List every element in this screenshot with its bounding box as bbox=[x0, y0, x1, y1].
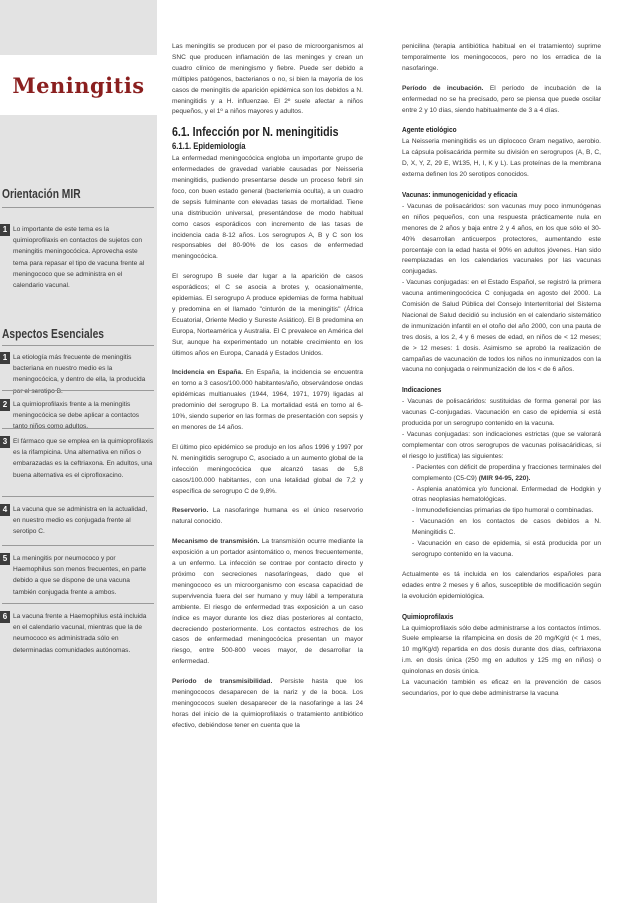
intro-paragraph: Las meningitis se producen por el paso de microorganismos al SNC que producen inflamación de las meninges y crean un cuadro clínico de meningismo y fiebre. Puede ser debido a múltiples patógenos, bacterianos o no, si bien la mayoría de los casos de meningitis de aparición epidémica son los debidos a N. meningitidis y a H. influenzae. El 2º suele afectar a niños pequeños, y el 1º a niños mayores y adultos. bbox=[172, 43, 363, 116]
pico-paragraph: El último pico epidémico se produjo en los años 1996 y 1997 por N. meningitidis serogrupo C, asociado a un aumento global de la infección meningocócica que alcanzó tasas de 5,8 casos/100.000 habitantes, con una letalidad global de 7,2 y específica de serogrupo C de 9,8%. bbox=[172, 443, 363, 495]
item-number: 3 bbox=[0, 436, 10, 448]
incubacion-label: Período de incubación. bbox=[402, 84, 484, 92]
penicilina-paragraph: penicilina (terapia antibiótica habitual en el tratamiento) suprime temporalmente los meningococos, pero no los erradica de la nasofaringe. bbox=[402, 43, 601, 72]
item-number: 1 bbox=[0, 352, 10, 364]
section-title: 6.1. Infección por N. meningitidis bbox=[172, 125, 339, 140]
calendario-paragraph: Actualmente es tá incluida en los calendarios españoles para edades entre 2 meses y 6 años, susceptible de modificación según la evolución epidemiológica. bbox=[402, 570, 601, 600]
reservorio-text: La nasofaringe humana es el único reservorio natural conocido. bbox=[172, 507, 363, 526]
item-number: 1 bbox=[0, 224, 10, 236]
reservorio-paragraph bbox=[172, 506, 363, 528]
item-text: La vacuna frente a Haemophilus está incluida en el calendario vacunal, mientras que la de neumococo es administrada sólo en determinadas comunidades autónomas. bbox=[13, 613, 147, 654]
incubacion-text: El período de incubación de la enfermedad no se ha precisado, pero se piensa que puede oscilar entre 2 y 10 días, siendo habitualmente de 3 a 4 días. bbox=[402, 84, 601, 114]
agente-paragraph: La Neisseria meningitidis es un diplococo Gram negativo, aerobio. La cápsula polisacárida permite su división en serogrupos (A, B, C, D, X, Y, Z, 29 E, W135, H, I, K y L). Las proteínas de la membrana externa definen los 20 serotipos conocidos. bbox=[402, 138, 601, 179]
indicacion-item: - Asplenia anatómica y/o funcional. Enfermedad de Hodgkin y otras neoplasias hematológicas. bbox=[412, 485, 601, 504]
aspecto-rule bbox=[2, 496, 154, 497]
epidemiologia-paragraph-1: La enfermedad meningocócica engloba un importante grupo de enfermedades de gravedad variable causadas por Neisseria meningitidis, pudiendo presentarse desde un proceso febril sin foco, con buen estado general (bacteriemia oculta), a un cuadro de sepsis fulminante con elevadas tasas de mortalidad. Tiene una distribución universal, presentándose de modo habitual como casos esporádicos con incremento de las tasas de incidencia cada 8-12 años. Los serogrupos A, B y C son los responsables del 80-90% de los casos de enfermedad meningocócica. bbox=[172, 155, 363, 261]
chapter-title: Meningitis bbox=[12, 73, 145, 98]
aspectos-heading: Aspectos Esenciales bbox=[2, 327, 104, 341]
aspectos-rule bbox=[2, 345, 154, 346]
item-text: La quimioprofilaxis frente a la meningitis meningocócica se debe aplicar a contactos tanto niños como adultos. bbox=[13, 401, 140, 431]
vacunas-polisacaridos: - Vacunas de polisacáridos: son vacunas muy poco inmunógenas en niños pequeños, con una respuesta prácticamente nula en menores de 2 años y baja entre 2 y 4 años, en los que sólo el 30-40% desarrollan anticuerpos protectores, aumentando este porcentaje con la edad hasta el 90% en adultos jóvenes. Han sido reemplazadas en los calendarios vacunales por las vacunas conjugadas. bbox=[402, 202, 601, 276]
item-text: Lo importante de este tema es la quimioprofilaxis en contactos de sujetos con meningitis meningocócica. Aprovecha este tema para repasar el tipo de vacuna frente al meningococo que se administra en el calendario vacunal. bbox=[13, 226, 145, 290]
incidencia-text: En España, la incidencia se encuentra en torno a 3 casos/100.000 habitantes/año, observándose ondas epidémicas multianuales (1944, 1964, 1971, 1979) ligadas al predominio del serogrupo B. La mortalidad está en torno al 6-10%, siendo superior en las formas de presentación con sepsis y en menores de 14 años. bbox=[172, 369, 363, 431]
incidencia-label: Incidencia en España. bbox=[172, 369, 243, 377]
indicacion-item: - Vacunación en caso de epidemia, si está producida por un serogrupo contenido en la vacuna. bbox=[412, 540, 601, 558]
incubacion-paragraph bbox=[402, 84, 601, 117]
incidencia-paragraph bbox=[172, 368, 363, 433]
indicaciones-conjugadas: - Vacunas conjugadas: son indicaciones estrictas (que se valorará complementar con otros serogrupos de vacunas polisacáridicas, si el riesgo lo justifica) las siguientes: bbox=[402, 431, 601, 460]
transmisibilidad-paragraph bbox=[172, 677, 363, 732]
column-right bbox=[402, 42, 601, 700]
indicaciones-polisacaridos: - Vacunas de polisacáridos: sustituidas de forma general por las vacunas C-conjugadas. Vacunación en caso de epidemia si está producida por un serogrupo contenido en la vacuna. bbox=[402, 398, 601, 428]
item-number: 6 bbox=[0, 611, 10, 623]
orientacion-heading: Orientación MIR bbox=[2, 187, 81, 201]
aspecto-rule bbox=[2, 390, 154, 391]
aspecto-rule bbox=[2, 545, 154, 546]
item-number: 4 bbox=[0, 504, 10, 516]
item-number: 2 bbox=[0, 399, 10, 411]
item-number: 5 bbox=[0, 553, 10, 565]
indicacion-text: - Pacientes con déficit de properdina y fracciones terminales del complemento (C5-C9) bbox=[412, 463, 601, 482]
aspecto-rule bbox=[2, 603, 154, 604]
item-text: La etiología más frecuente de meningitis bacteriana en nuestro medio es la meningocócica, y dentro de ella, la producida por el serotipo B. bbox=[13, 354, 146, 395]
vacunacion-paragraph: La vacunación también es eficaz en la prevención de casos secundarios, por lo que debe administrarse la vacuna bbox=[402, 679, 601, 697]
transmision-paragraph bbox=[172, 537, 363, 668]
subsection-title: 6.1.1. Epidemiología bbox=[172, 141, 246, 152]
orientacion-rule bbox=[2, 207, 154, 208]
epidemiologia-paragraph-2: El serogrupo B suele dar lugar a la aparición de casos esporádicos; el C se asocia a brotes y, ocasionalmente, epidemias. El serogrupo A produce epidemias de forma habitual y predomina en el llamado "cinturón de la meningitis" (África Ecuatorial, Oriente Medio y Sureste Asiático). El B predomina en Europa, Norteamérica y Australia. El C prevalece en América del Sur, aunque ha experimentado un notable crecimiento en los últimos años en Europa, Canadá y Estados Unidos. bbox=[172, 273, 363, 357]
aspecto-rule bbox=[2, 428, 154, 429]
transmisibilidad-label: Período de transmisibilidad. bbox=[172, 678, 273, 686]
vacunas-conjugadas: - Vacunas conjugadas: en el Estado Español, se registró la primera vacuna antimeningocócica C conjugada en agosto del 2000. La Comisión de Salud Pública del Consejo Interterritorial del Sistema Nacional de Salud decidió su inclusión en el calendario sistemático de inmunización infantil en el otoño del año 2000, con una pauta de tres dosis, a los 2, 4 y 6 meses de edad, en niños de < 12 meses; de > 12 meses: 1 dosis. Asimismo se aprobó la realización de campañas de vacunación de todos los niños no inmunizados con la vacuna no conjugada o reinmunización de los < de 6 años. bbox=[402, 279, 601, 374]
indicaciones-heading: Indicaciones bbox=[402, 385, 442, 395]
vacunas-heading: Vacunas: inmunogenicidad y eficacia bbox=[402, 189, 518, 199]
item-text: La vacuna que se administra en la actualidad, en nuestro medio es conjugada frente al serotipo C. bbox=[13, 506, 148, 536]
quimioprofilaxis-heading: Quimioprofilaxis bbox=[402, 611, 454, 621]
transmision-label: Mecanismo de transmisión. bbox=[172, 538, 260, 546]
mir-reference: (MIR 94-95, 220). bbox=[478, 474, 531, 482]
item-text: El fármaco que se emplea en la quimioprofilaxis es la rifampicina. Una alternativa en niños o embarazadas es la ceftriaxona. En adultos, una buena alternativa es el ciprofloxacino. bbox=[13, 438, 154, 479]
indicacion-item bbox=[402, 463, 601, 485]
indicacion-item: - Vacunación en los contactos de casos debidos a N. Meningitidis C. bbox=[412, 518, 601, 537]
indicacion-item: - Inmunodeficiencias primarias de tipo humoral o combinadas. bbox=[412, 507, 594, 515]
column-main bbox=[172, 42, 363, 732]
quimioprofilaxis-paragraph: La quimioprofilaxis sólo debe administrarse a los contactos íntimos. Suele emplearse la rifampicina en dosis de 20 mg/Kg/d (< 1 mes, 10 mg/Kg/d) repartida en dos dosis durante dos días, ceftriaxona i.m. en dosis única (250 mg en adultos y 125 mg en niños) o quinolonas en dosis única. bbox=[402, 624, 601, 676]
item-text: La meningitis por neumococo y por Haemophilus son menos frecuentes, en parte debido a que se dispone de una vacuna también conjugada frente a ambos. bbox=[13, 555, 147, 596]
agente-heading: Agente etiológico bbox=[402, 125, 457, 135]
transmision-text: La transmisión ocurre mediante la exposición a un portador asintomático o, menos frecuentemente, a un enfermo. La infección se contrae por contacto directo y próximo con secreciones nasofaríngeas, dado que el meningococo es un microorganismo con escasa capacidad de supervivencia fuera del ser humano y muy lábil a temperatura ambiente. El riesgo de enfermedad tras exposición a un caso índice es mayor durante los diez días posteriores al contacto, decreciendo posteriormente. Los contactos estrechos de los casos de enfermedad meningocócica presentan un mayor riesgo, entre 500-800 veces mayor, de desarrollar la enfermedad. bbox=[172, 538, 363, 666]
transmisibilidad-text: Persiste hasta que los meningococos desaparecen de la nariz y de la boca. Los meningococos suelen desaparecer de la nasofaringe a las 24 horas del inicio de la quimioprofilaxis o tratamiento antibiótico efectivo, debiéndose tener en cuenta que la bbox=[172, 678, 363, 729]
reservorio-label: Reservorio. bbox=[172, 507, 209, 515]
